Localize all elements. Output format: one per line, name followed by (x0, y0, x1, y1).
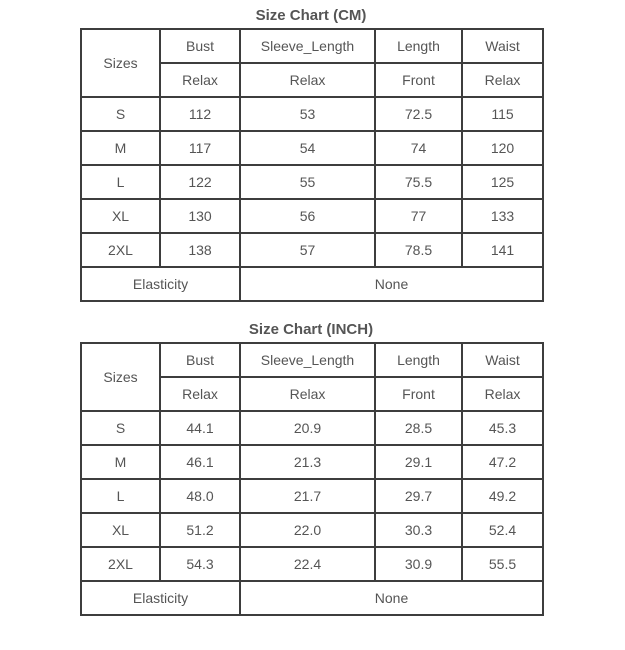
column-header-sleeve-length: Sleeve_Length (240, 343, 375, 377)
column-subheader-waist: Relax (462, 63, 543, 97)
header-row (81, 343, 543, 377)
waist-value: 45.3 (462, 411, 543, 445)
sleeve-length-value: 21.7 (240, 479, 375, 513)
table-row (81, 97, 543, 131)
column-header-length: Length (375, 343, 462, 377)
column-header-bust: Bust (160, 29, 240, 63)
sleeve-length-value: 55 (240, 165, 375, 199)
waist-value: 49.2 (462, 479, 543, 513)
elasticity-value: None (240, 267, 543, 301)
waist-value: 133 (462, 199, 543, 233)
size-label: S (81, 97, 160, 131)
table-row (81, 513, 543, 547)
column-subheader-sleeve-length: Relax (240, 377, 375, 411)
length-value: 30.9 (375, 547, 462, 581)
chart-title: Size Chart (INCH) (248, 321, 374, 338)
size-label: L (81, 165, 160, 199)
waist-value: 141 (462, 233, 543, 267)
sizes-header: Sizes (81, 29, 160, 97)
column-header-bust: Bust (160, 343, 240, 377)
length-value: 28.5 (375, 411, 462, 445)
bust-value: 51.2 (160, 513, 240, 547)
column-header-length: Length (375, 29, 462, 63)
length-value: 72.5 (375, 97, 462, 131)
column-subheader-bust: Relax (160, 63, 240, 97)
size-table (80, 28, 544, 302)
length-value: 75.5 (375, 165, 462, 199)
sleeve-length-value: 22.0 (240, 513, 375, 547)
sleeve-length-value: 53 (240, 97, 375, 131)
waist-value: 47.2 (462, 445, 543, 479)
size-label: L (81, 479, 160, 513)
length-value: 77 (375, 199, 462, 233)
size-chart-inch (80, 318, 542, 616)
table-row (81, 165, 543, 199)
sleeve-length-value: 56 (240, 199, 375, 233)
bust-value: 44.1 (160, 411, 240, 445)
column-subheader-bust: Relax (160, 377, 240, 411)
waist-value: 52.4 (462, 513, 543, 547)
sleeve-length-value: 22.4 (240, 547, 375, 581)
column-subheader-waist: Relax (462, 377, 543, 411)
column-header-waist: Waist (462, 343, 543, 377)
bust-value: 54.3 (160, 547, 240, 581)
length-value: 29.1 (375, 445, 462, 479)
size-label: S (81, 411, 160, 445)
size-label: M (81, 131, 160, 165)
column-subheader-length: Front (375, 63, 462, 97)
length-value: 29.7 (375, 479, 462, 513)
sleeve-length-value: 57 (240, 233, 375, 267)
bust-value: 122 (160, 165, 240, 199)
table-row (81, 411, 543, 445)
table-row (81, 199, 543, 233)
bust-value: 138 (160, 233, 240, 267)
bust-value: 46.1 (160, 445, 240, 479)
table-row (81, 233, 543, 267)
elasticity-label: Elasticity (81, 267, 240, 301)
elasticity-row (81, 267, 543, 301)
table-row (81, 479, 543, 513)
waist-value: 120 (462, 131, 543, 165)
size-label: XL (81, 513, 160, 547)
bust-value: 48.0 (160, 479, 240, 513)
table-row (81, 131, 543, 165)
column-subheader-sleeve-length: Relax (240, 63, 375, 97)
size-label: 2XL (81, 547, 160, 581)
size-table (80, 342, 544, 616)
size-label: XL (81, 199, 160, 233)
bust-value: 130 (160, 199, 240, 233)
table-row (81, 445, 543, 479)
size-chart-cm (80, 4, 542, 302)
sleeve-length-value: 21.3 (240, 445, 375, 479)
waist-value: 55.5 (462, 547, 543, 581)
column-subheader-length: Front (375, 377, 462, 411)
length-value: 78.5 (375, 233, 462, 267)
size-label: 2XL (81, 233, 160, 267)
length-value: 30.3 (375, 513, 462, 547)
length-value: 74 (375, 131, 462, 165)
bust-value: 117 (160, 131, 240, 165)
header-row (81, 29, 543, 63)
column-header-waist: Waist (462, 29, 543, 63)
bust-value: 112 (160, 97, 240, 131)
elasticity-value: None (240, 581, 543, 615)
waist-value: 115 (462, 97, 543, 131)
chart-title: Size Chart (CM) (255, 7, 367, 24)
waist-value: 125 (462, 165, 543, 199)
sizes-header: Sizes (81, 343, 160, 411)
elasticity-label: Elasticity (81, 581, 240, 615)
sleeve-length-value: 20.9 (240, 411, 375, 445)
elasticity-row (81, 581, 543, 615)
column-header-sleeve-length: Sleeve_Length (240, 29, 375, 63)
size-label: M (81, 445, 160, 479)
table-row (81, 547, 543, 581)
sleeve-length-value: 54 (240, 131, 375, 165)
